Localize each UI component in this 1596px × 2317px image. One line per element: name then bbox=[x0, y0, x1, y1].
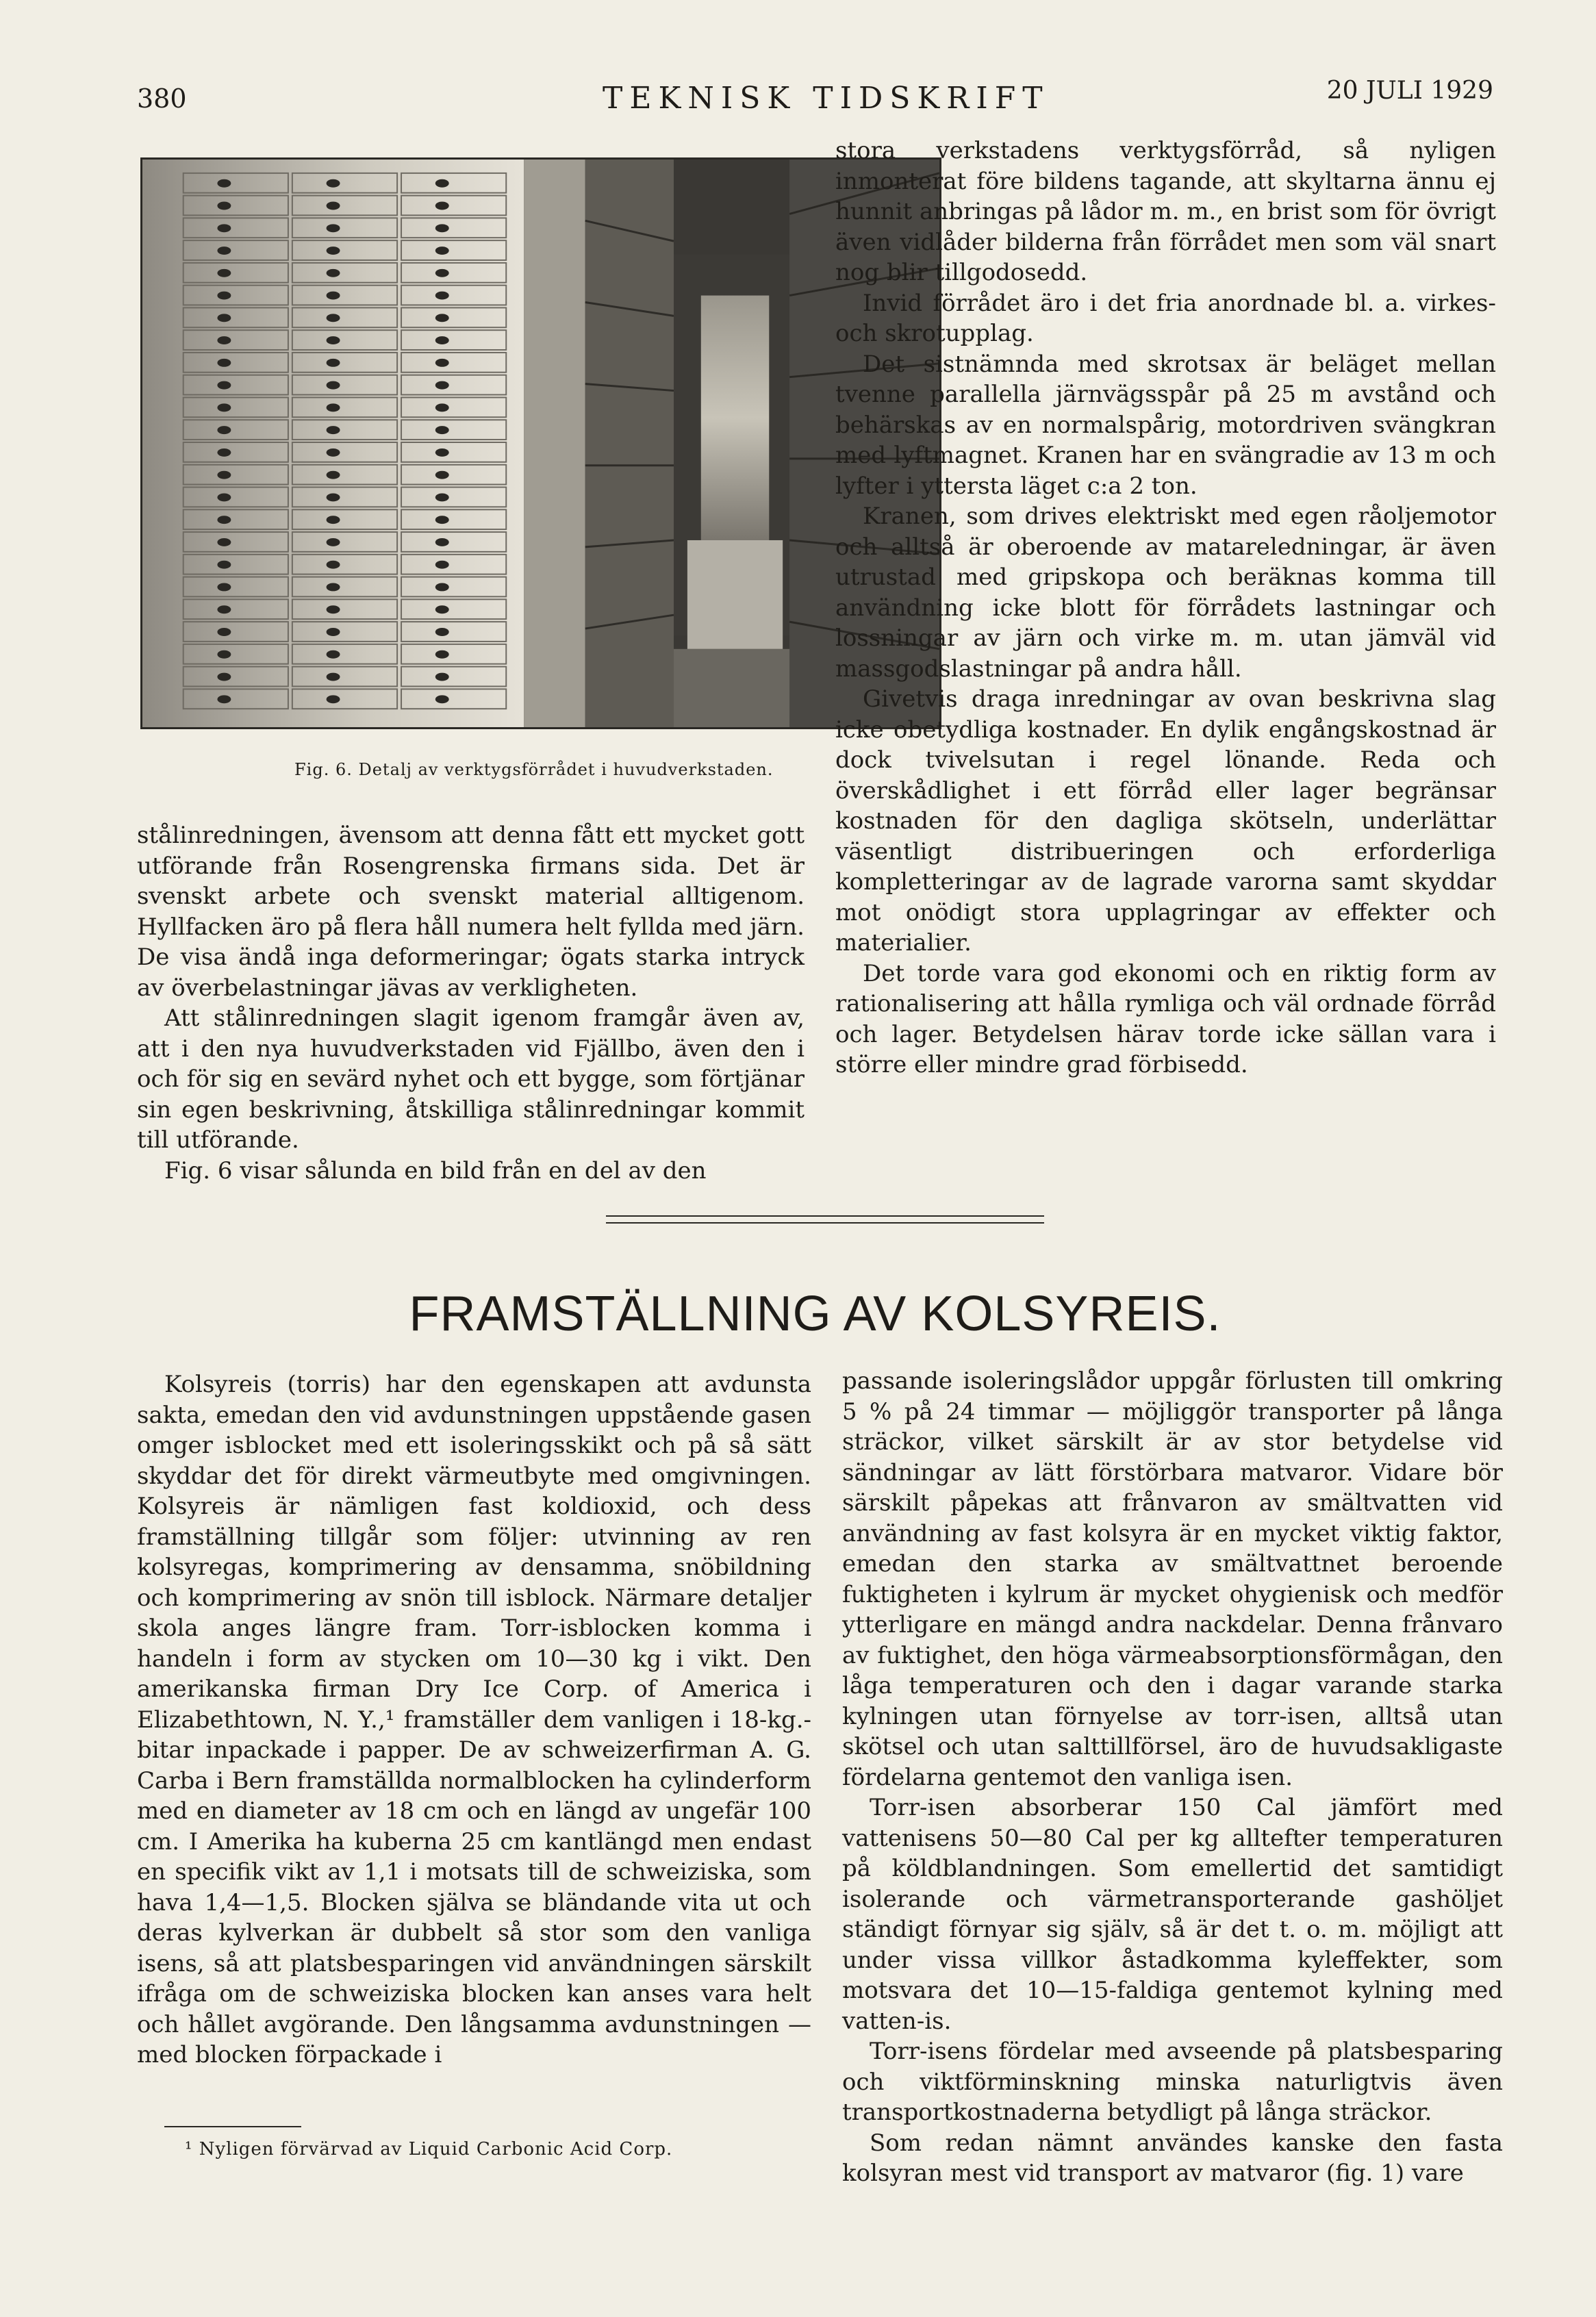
column-left-top bbox=[137, 820, 805, 1186]
footnote: ¹ Nyligen förvärvad av Liquid Carbonic Acid Corp. bbox=[185, 2139, 673, 2160]
paragraph: Torr-isens fördelar med avseende på platsbesparing och viktförminskning minska naturligtvis även transportkostnaderna betydligt på långa sträckor. bbox=[842, 2038, 1503, 2126]
section-divider bbox=[606, 1215, 1044, 1217]
storage-room-photo bbox=[142, 160, 939, 727]
paragraph: Som redan nämnt användes kanske den fasta kolsyran mest vid transport av matvaror (fig. 1) vare bbox=[842, 2129, 1503, 2187]
column-right-top bbox=[835, 136, 1496, 1080]
paragraph: Kolsyreis (torris) har den egenskapen att avdunsta sakta, emedan den vid avdunstningen uppstående gasen omger isblocket med ett isoleringsskikt och på så sätt skyddar det för direkt värmeutbyte med omgivningen. Kolsyreis är nämligen fast koldioxid, och dess framställning tillgår som följer: utvinning av ren kolsyregas, komprimering av densamma, snöbildning och komprimering av snön till isblock. Närmare detaljer skola anges längre fram. Torr-isblocken komma i handeln i form av stycken om 10—30 kg i vikt. Den amerikanska firman Dry Ice Corp. of America i Elizabethtown, N. Y.,¹ framställer dem vanligen i 18-kg.-bitar inpackade i papper. De av schweizerfirman A. G. Carba i Bern framställda normalblocken ha cylinderform med en diameter av 18 cm och en längd av ungefär 100 cm. I Amerika ha kuberna 25 cm kantlängd men endast en specifik vikt av 1,1 i motsats till de schweiziska, som hava 1,4—1,5. Blocken själva se bländande vita ut och deras kylverkan är dubbelt så stor som den vanliga isens, så att platsbesparingen vid användningen särskilt ifråga om de schweiziska blocken kan anses vara helt och hållet avgörande. Den långsamma avdunstningen — med blocken förpackade i bbox=[137, 1371, 811, 2068]
running-head bbox=[137, 74, 1493, 122]
paragraph: stora verkstadens verktygsförråd, så nyligen inmonterat före bildens tagande, att skyltarna ännu ej hunnit anbringas på lådor m. m., en brist som för övrigt även vidlåder bilderna från förrådet men som väl snart nog blir tillgodosedd. bbox=[835, 137, 1496, 286]
figure-caption: Fig. 6. Detalj av verktygsförrådet i huvudverkstaden. bbox=[294, 760, 774, 779]
journal-title: TEKNISK TIDSKRIFT bbox=[603, 81, 1050, 116]
paragraph: passande isoleringslådor uppgår förlusten till omkring 5 % på 24 timmar — möjliggör transporter på långa sträckor, vilket särskilt är av stor betydelse vid sändningar av lätt förstörbara matvaror. Vidare bör särskilt påpekas att frånvaron av smältvatten vid användning av fast kolsyra är en mycket viktig faktor, emedan den starka av smältvattnet beroende fuktigheten i kylrum är mycket ohygienisk och medför ytterligare en mängd andra nackdelar. Denna frånvaro av fuktighet, den höga värmeabsorptionsförmågan, den låga temperaturen och den i dagar varande starka kylningen utan förnyelse av torr-isen, alltså utan skötsel och utan salttillförsel, äro de huvudsakligaste fördelarna gentemot den vanliga isen. bbox=[842, 1367, 1503, 1791]
paragraph: Det torde vara god ekonomi och en riktig form av rationalisering att hålla rymliga och väl ordnade förråd och lager. Betydelsen härav torde icke sällan vara i större eller mindre grad förbisedd. bbox=[835, 959, 1496, 1078]
paragraph: Kranen, som drives elektriskt med egen råoljemotor och alltså är oberoende av matareledningar, är även utrustad med gripskopa och beräknas komma till användning icke blott för förrådets lastningar och lossningar av järn och virke m. m. utan jämväl vid massgodslastningar på andra håll. bbox=[835, 503, 1496, 683]
article-column-left bbox=[137, 1369, 811, 2071]
article-column-right bbox=[842, 1366, 1503, 2189]
paragraph: Det sistnämnda med skrotsax är beläget mellan tvenne parallella järnvägsspår på 25 m avstånd och behärskas av en normalspårig, motordriven svängkran med lyftmagnet. Kranen har en svängradie av 13 m och lyfter i yttersta läget c:a 2 ton. bbox=[835, 350, 1496, 500]
figure-photo bbox=[140, 157, 941, 729]
page-number: 380 bbox=[137, 84, 187, 114]
section-divider bbox=[606, 1222, 1044, 1224]
paragraph: Invid förrådet äro i det fria anordnade bl. a. virkes- och skrotupplag. bbox=[835, 289, 1496, 347]
article-title: FRAMSTÄLLNING AV KOLSYREIS. bbox=[409, 1287, 1221, 1341]
footnote-rule bbox=[164, 2126, 301, 2127]
paragraph: Torr-isen absorberar 150 Cal jämfört med vattenisens 50—80 Cal per kg alltefter temperaturen på köldblandningen. Som emellertid det samtidigt isolerande och värmetransporterande gashöljet ständigt förnyar sig själv, så är det t. o. m. möjligt att under vissa villkor åstadkomma kyleffekter, som motsvara det 10—15-faldiga gentemot kylning med vatten-is. bbox=[842, 1794, 1503, 2035]
paragraph: Givetvis draga inredningar av ovan beskrivna slag icke obetydliga kostnader. En dylik engångskostnad är dock tvivelsutan i regel lönande. Reda och överskådlighet i ett förråd eller lager begränsar kostnaden för den dagliga skötseln, underlättar väsentligt distribueringen och erforderliga kompletteringar av de lagrade varorna samt skyddar mot onödigt stora upplagringar av effekter och materialier. bbox=[835, 685, 1496, 957]
paragraph: Fig. 6 visar sålunda en bild från en del av den bbox=[164, 1156, 707, 1185]
paragraph: stålinredningen, ävensom att denna fått ett mycket gott utförande från Rosengrenska firmans sida. Det är svenskt arbete och svenskt material alltigenom. Hyllfacken äro på flera håll numera helt fyllda med järn. De visa ändå inga deformeringar; ögats starka intryck av överbelastningar jävas av verkligheten. bbox=[137, 822, 805, 1002]
issue-date: 20 JULI 1929 bbox=[1326, 77, 1493, 105]
paragraph: Att stålinredningen slagit igenom framgår även av, att i den nya huvudverkstaden vid Fjällbo, även den i och för sig en sevärd nyhet och ett bygge, som förtjänar sin egen beskrivning, åtskilliga stålinredningar kommit till utförande. bbox=[137, 1004, 805, 1154]
